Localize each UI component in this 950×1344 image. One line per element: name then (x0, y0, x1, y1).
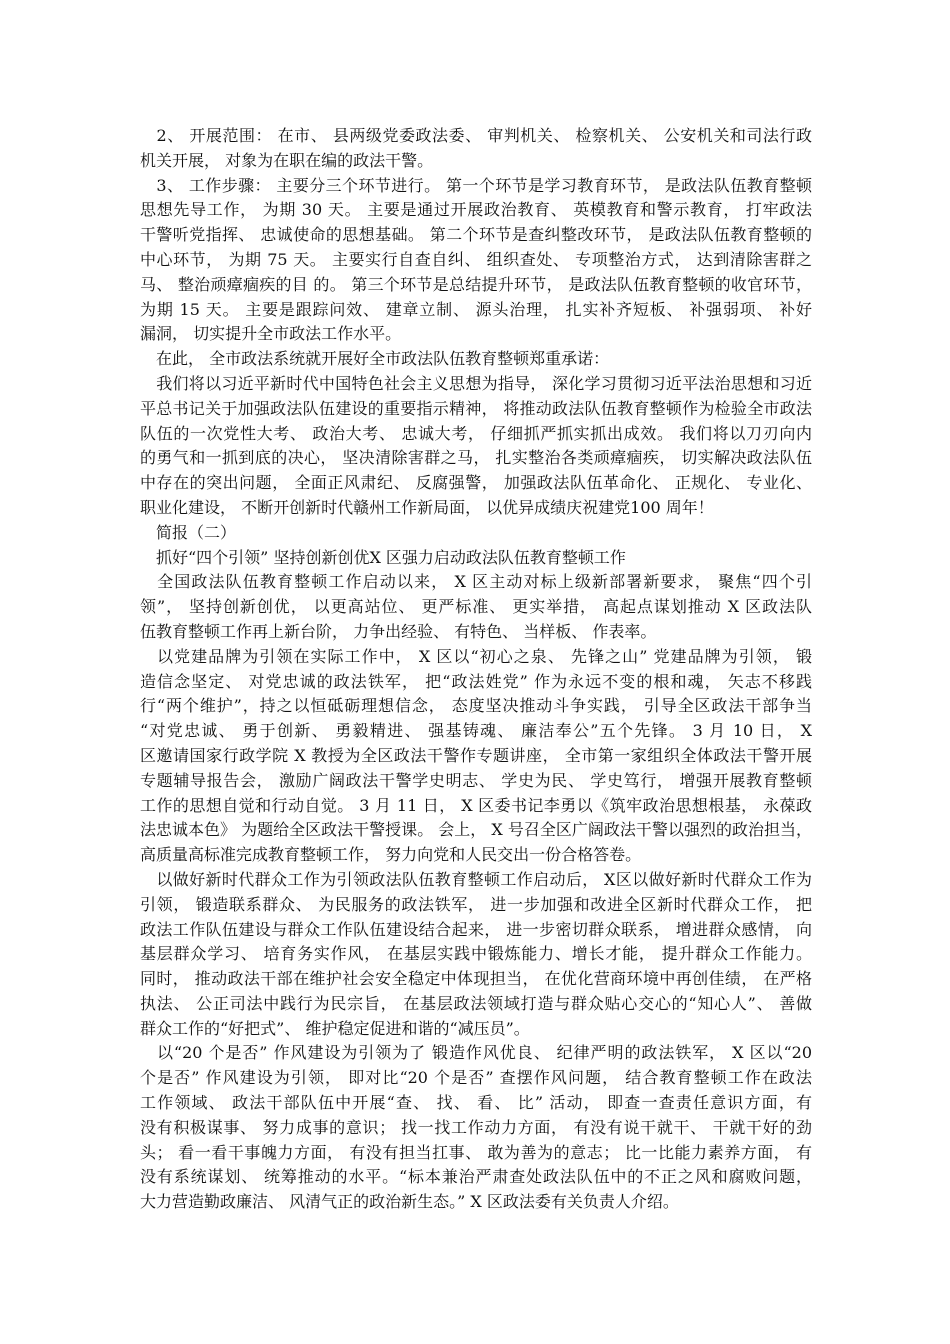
text-line: 造信念坚定、 对党忠诚的政法铁军， 把“政法姓党” 作为永远不变的根和魂， 矢志不移践 (140, 671, 812, 691)
text-line: 简报（二） (140, 522, 237, 542)
text-line: 思想先导工作， 为期 30 天。 主要是通过开展政治教育、 英模教育和警示教育， 打牢政法 (140, 200, 812, 220)
text-line: 大力营造勤政廉洁、 风清气正的政治新生态。” X 区政法委有关负责人介绍。 (140, 1192, 679, 1212)
text-line: 以党建品牌为引领在实际工作中， X 区以“初心之泉、 先锋之山” 党建品牌为引领， 锻 (140, 646, 812, 666)
text-line: 以做好新时代群众工作为引领政法队伍教育整顿工作启动后， X区以做好新时代群众工作为 (140, 869, 812, 889)
text-line: 的勇气和一抓到底的决心， 坚决清除害群之马， 扎实整治各类顽瘴痼疾， 切实解决政法队伍 (140, 448, 812, 468)
text-line: 马、 整治顽瘴痼疾的目 的。 第三个环节是总结提升环节， 是政法队伍教育整顿的收官环节， (140, 274, 812, 294)
text-line: 在此， 全市政法系统就开展好全市政法队伍教育整顿郑重承诺： (140, 349, 610, 369)
text-line: 领”， 坚持创新创优， 以更高站位、 更严标准、 更实举措， 高起点谋划推动 X 区政法队 (140, 597, 812, 617)
text-line: 我们将以习近平新时代中国特色社会主义思想为指导， 深化学习贯彻习近平法治思想和习近 (140, 373, 812, 393)
text-line: “对党忠诚、 勇于创新、 勇毅精进、 强基铸魂、 廉洁奉公”五个先锋。 3 月 10 日， X (140, 721, 812, 741)
text-line: 高质量高标准完成教育整顿工作， 努力向党和人民交出一份合格答卷。 (140, 845, 642, 865)
text-line: 群众工作的“好把式”、 维护稳定促进和谐的“减压员”。 (140, 1018, 530, 1038)
text-line: 头； 看一看干事魄力方面， 有没有担当扛事、 敢为善为的意志； 比一比能力素养方面， 有 (140, 1142, 812, 1162)
text-line: 2、 开展范围： 在市、 县两级党委政法委、 审判机关、 检察机关、 公安机关和司法行政 (140, 126, 812, 145)
document-body (140, 124, 812, 1215)
text-line: 工作领域、 政法干部队伍中开展“查、 找、 看、 比” 活动， 即查一查责任意识方面，有 (140, 1093, 812, 1113)
text-line: 干警听党指挥、 忠诚使命的思想基础。 第二个环节是查纠整改环节， 是政法队伍教育整顿的 (140, 225, 812, 245)
text-line: 平总书记关于加强政法队伍建设的重要指示精神， 将推动政法队伍教育整顿作为检验全市政法 (140, 398, 812, 418)
text-line: 个是否” 作风建设为引领， 即对比“20 个是否” 查摆作风问题， 结合教育整顿工作在政法 (140, 1068, 812, 1088)
text-line: 为期 15 天。 主要是跟踪问效、 建章立制、 源头治理， 扎实补齐短板、 补强弱项、 补好 (140, 299, 812, 319)
text-line: 中存在的突出问题， 全面正风肃纪、 反腐强警， 加强政法队伍革命化、 正规化、 专业化、 (140, 473, 812, 493)
text-line: 执法、 公正司法中践行为民宗旨， 在基层政法领域打造与群众贴心交心的“知心人”、 善做 (140, 993, 812, 1013)
text-line: 队伍的一次党性大考、 政治大考、 忠诚大考， 仔细抓严抓实抓出成效。 我们将以刀刃向内 (140, 423, 812, 443)
text-line: 工作的思想自觉和行动自觉。 3 月 11 日， X 区委书记李勇以《筑牢政治思想根基， 永葆政 (140, 795, 812, 815)
text-line: 抓好“四个引领” 坚持创新创优X 区强力启动政法队伍教育整顿工作 (140, 547, 626, 567)
text-line: 以“20 个是否” 作风建设为引领为了 锻造作风优良、 纪律严明的政法铁军， X 区以“20 (140, 1043, 812, 1063)
text-line: 政法工作队伍建设与群众工作队伍建设结合起来， 进一步密切群众联系， 增进群众感情， 向 (140, 919, 812, 939)
text-line: 专题辅导报告会， 激励广阔政法干警学史明志、 学史为民、 学史笃行， 增强开展教育整顿 (140, 770, 812, 790)
text-line: 中心环节， 为期 75 天。 主要实行自查自纠、 组织查处、 专项整治方式， 达到清除害群之 (140, 249, 812, 269)
text-line: 伍教育整顿工作再上新台阶， 力争出经验、 有特色、 当样板、 作表率。 (140, 621, 657, 641)
text-line: 没有积极谋事、 努力成事的意识； 找一找工作动力方面， 有没有说干就干、 干就干好的劲 (140, 1117, 812, 1137)
text-line: 漏洞， 切实提升全市政法工作水平。 (140, 324, 402, 344)
text-line: 全国政法队伍教育整顿工作启动以来， X 区主动对标上级新部署新要求， 聚焦“四个引 (140, 572, 812, 592)
text-line: 3、 工作步骤： 主要分三个环节进行。 第一个环节是学习教育环节， 是政法队伍教育整顿 (140, 175, 812, 195)
text-line: 机关开展， 对象为在职在编的政法干警。 (140, 150, 434, 170)
text-line: 没有系统谋划、 统筹推动的水平。“标本兼治严肃查处政法队伍中的不正之风和腐败问题， (140, 1167, 812, 1187)
text-line: 职业化建设， 不断开创新时代赣州工作新局面， 以优异成绩庆祝建党100 周年！ (140, 497, 714, 517)
text-line: 区邀请国家行政学院 X 教授为全区政法干警作专题讲座， 全市第一家组织全体政法干警开展 (140, 745, 812, 765)
text-line: 行“两个维护”，持之以恒砥砺理想信念， 态度坚决推动斗争实践， 引导全区政法干部争当 (140, 696, 812, 716)
text-line: 基层群众学习、 培育务实作风， 在基层实践中锻炼能力、增长才能， 提升群众工作能力。 (140, 944, 812, 964)
text-line: 法忠诚本色》 为题给全区政法干警授课。 会上， X 号召全区广阔政法干警以强烈的政治担当， (140, 820, 812, 840)
text-line: 同时， 推动政法干部在维护社会安全稳定中体现担当， 在优化营商环境中再创佳绩， 在严格 (140, 969, 812, 989)
text-line: 引领， 锻造联系群众、 为民服务的政法铁军， 进一步加强和改进全区新时代群众工作， 把 (140, 894, 812, 914)
